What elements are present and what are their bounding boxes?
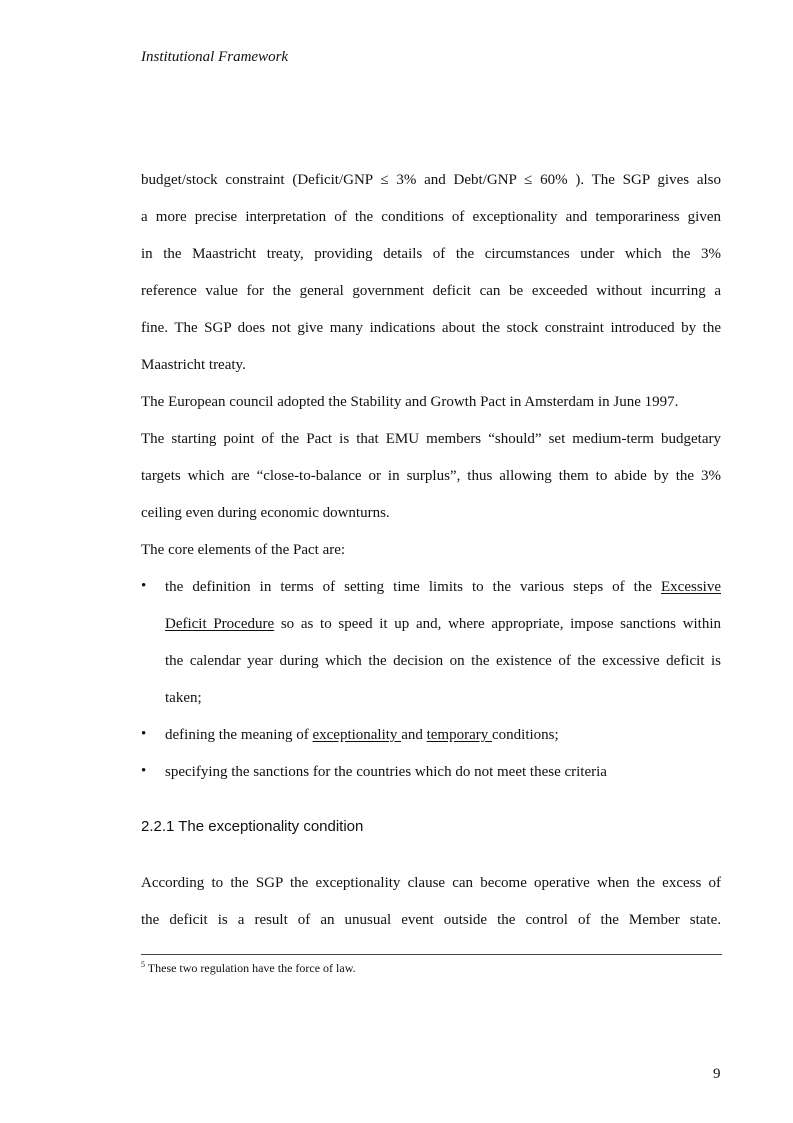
bullet-text: defining the meaning of — [165, 727, 313, 743]
bullet-text: and — [401, 727, 427, 743]
page-number: 9 — [713, 1066, 721, 1082]
text-line — [141, 578, 721, 615]
list-item — [141, 726, 721, 763]
bullet-text: so as to speed it up and, where appropriate, impose sanctions within — [274, 616, 722, 632]
text-line: a more precise interpretation of the conditions of exceptionality and temporariness given — [141, 209, 721, 225]
text-line: budget/stock constraint (Deficit/GNP ≤ 3% and Debt/GNP ≤ 60% ). The SGP gives also — [141, 172, 721, 188]
paragraph-exceptionality — [141, 874, 721, 948]
text-line: Maastricht treaty. — [141, 357, 246, 373]
text-line: in the Maastricht treaty, providing details of the circumstances under which the 3% — [141, 246, 721, 262]
text-line: fine. The SGP does not give many indications about the stock constraint introduced by the — [141, 320, 721, 336]
paragraph-sgp-interpretation — [141, 171, 721, 800]
list-item — [141, 763, 721, 800]
footnote-divider — [141, 954, 722, 955]
bullet-text: the definition in terms of setting time limits to the various steps of the — [165, 579, 652, 595]
bullet-icon: • — [141, 726, 147, 742]
text-line: ceiling even during economic downturns. — [141, 505, 390, 521]
footnote-number: 5 — [141, 960, 145, 969]
footnote-text: These two regulation have the force of law. — [145, 961, 356, 975]
text-line: The core elements of the Pact are: — [141, 542, 346, 558]
text-line: specifying the sanctions for the countries which do not meet these criteria — [165, 764, 607, 780]
bullet-icon: • — [141, 578, 147, 594]
exceptionality-link[interactable]: exceptionality — [312, 727, 402, 743]
section-heading: 2.2.1 The exceptionality condition — [141, 818, 364, 835]
text-line — [141, 726, 721, 763]
running-header: Institutional Framework — [141, 49, 289, 65]
text-line — [141, 615, 721, 652]
text-line: The starting point of the Pact is that EMU members “should” set medium-term budgetary — [141, 431, 721, 447]
text-line: the deficit is a result of an unusual event outside the control of the Member state. — [141, 912, 721, 928]
temporary-link[interactable]: temporary — [426, 727, 492, 743]
text-line: reference value for the general government deficit can be exceeded without incurring a — [141, 283, 721, 299]
excessive-link[interactable]: Excessive — [661, 579, 721, 595]
text-line: taken; — [165, 690, 202, 706]
footnote — [141, 960, 356, 976]
bullet-text: conditions; — [492, 727, 559, 743]
deficit-procedure-link[interactable]: Deficit Procedure — [165, 616, 275, 632]
bullet-icon: • — [141, 763, 147, 779]
text-line: The European council adopted the Stability and Growth Pact in Amsterdam in June 1997. — [141, 394, 679, 410]
text-line: targets which are “close-to-balance or in surplus”, thus allowing them to abide by the 3% — [141, 468, 721, 484]
text-line: According to the SGP the exceptionality clause can become operative when the excess of — [141, 875, 721, 891]
text-line: the calendar year during which the decision on the existence of the excessive deficit is — [165, 653, 721, 669]
list-item — [141, 578, 721, 726]
